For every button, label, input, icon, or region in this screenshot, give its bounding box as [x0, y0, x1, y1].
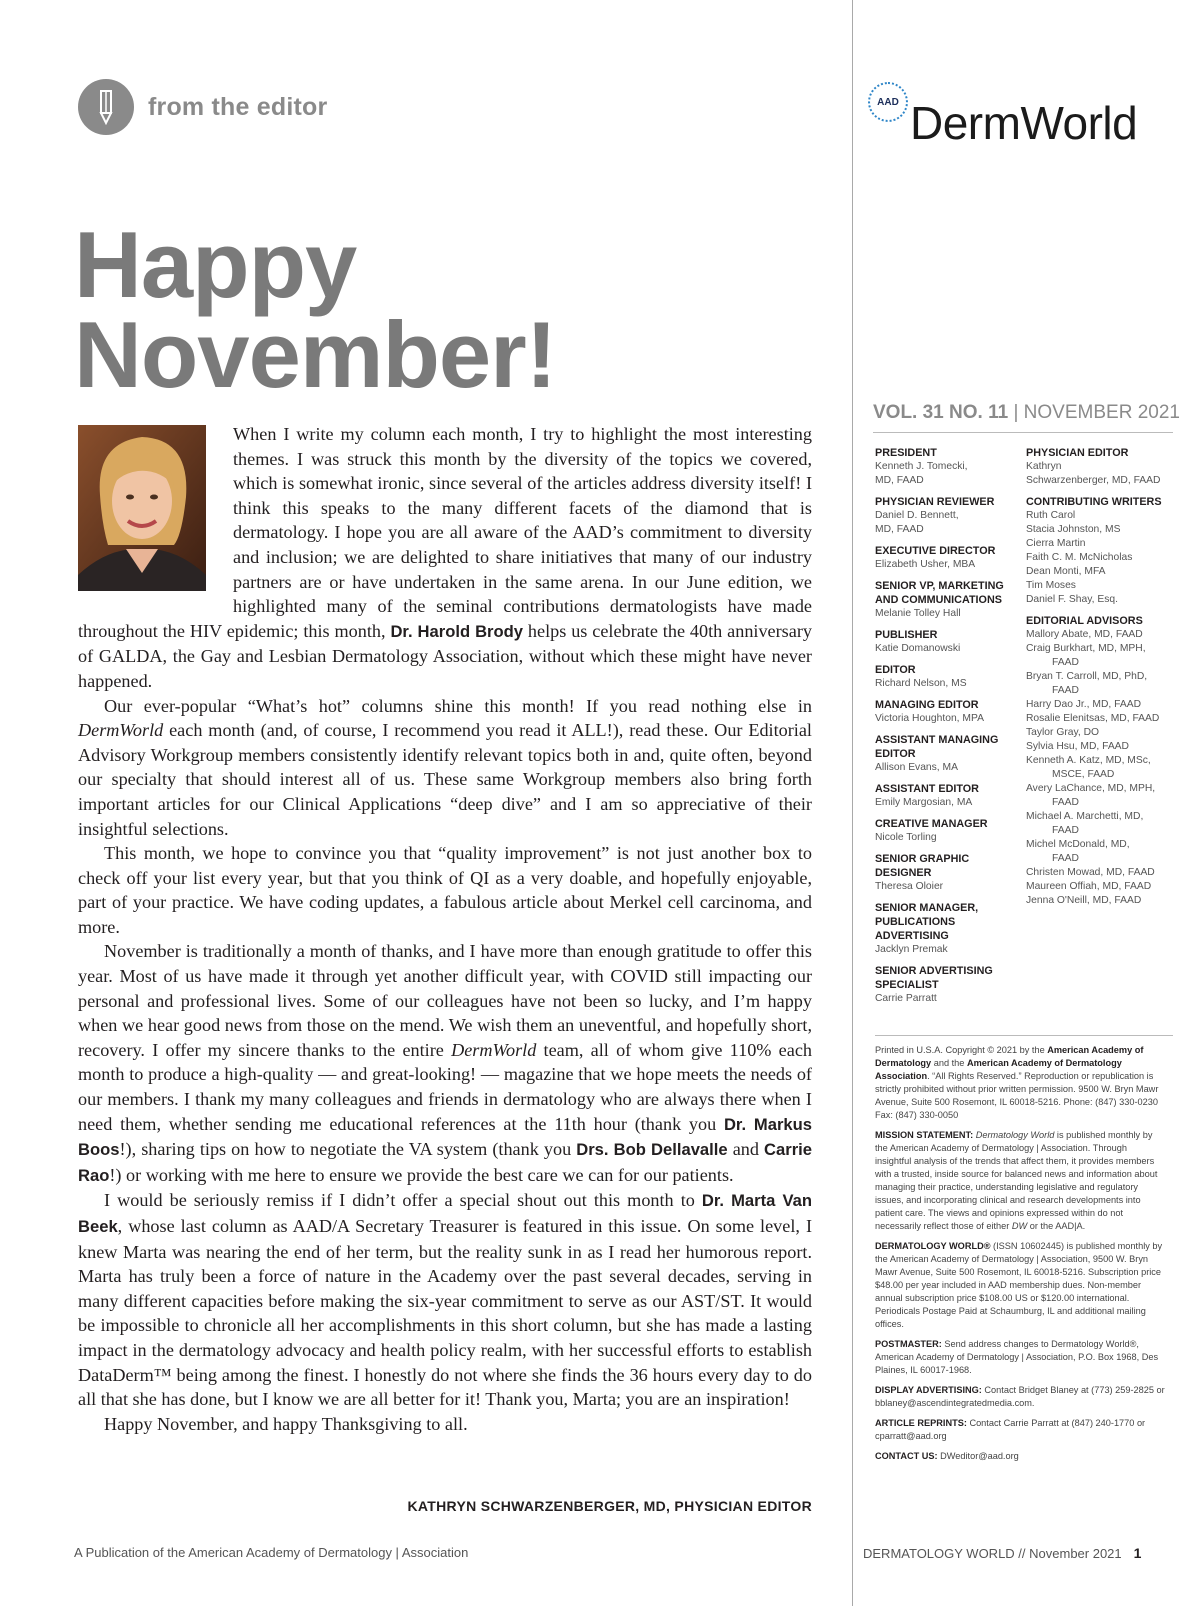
masthead-name: Cierra Martin — [1026, 538, 1086, 549]
masthead-name: Jenna O'Neill, MD, FAAD — [1026, 895, 1142, 906]
masthead-name: FAAD — [1052, 685, 1079, 696]
article-paragraph: This month, we hope to convince you that “quality improvement” is not just another box to check off your list every year, but that you think of QI as a very doable, and hopefully enjoyable, part of your practice. We have coding updates, a fabulous article about Merkel cell carcinoma, and more. — [78, 843, 812, 937]
title-line-2: November! — [74, 302, 557, 407]
masthead-name: Daniel D. Bennett, — [875, 510, 959, 521]
masthead-name: Ruth Carol — [1026, 510, 1076, 521]
article-body — [78, 422, 812, 1436]
masthead-group — [1026, 614, 1176, 908]
masthead-name: Daniel F. Shay, Esq. — [1026, 594, 1118, 605]
contact-info: CONTACT US: DWeditor@aad.org — [875, 1451, 1019, 1461]
masthead-column-left — [875, 446, 1025, 1013]
masthead-group — [875, 964, 1025, 1006]
masthead-group — [875, 852, 1025, 894]
legal-info — [875, 1044, 1165, 1470]
masthead-group — [1026, 446, 1176, 488]
masthead-role: CONTRIBUTING WRITERS — [1026, 496, 1162, 508]
masthead-role: SENIOR GRAPHIC DESIGNER — [875, 853, 970, 879]
publishing-info: DERMATOLOGY WORLD® (ISSN 10602445) is published monthly by the American Academy of Dermatology | Association, 9500 W. Bryn Mawr Avenue, Suite 500 Rosemont, IL 60018-5216. Subscription price $48.00 per year included in AAD membership dues. Non-member annual subscription price $108.00 US or $120.00 international. Periodicals Postage Paid at Schaumburg, IL and additional mailing offices. — [875, 1241, 1163, 1329]
masthead-name: Stacia Johnston, MS — [1026, 524, 1121, 535]
article-paragraph: When I write my column each month, I try to highlight the most interesting themes. I was struck this month by the diversity of the topics we covered, which is somewhat ironic, since several of the articles address diversity itself! I think this speaks to the many different facets of the diamond that is dermatology. I hope you are all aware of the AAD’s commitment to diversity and inclusion; we are delighted to share initiatives that many of our industry partners are or have undertaken in the same arena. In our June edition, we highlighted many of the seminal contributions dermatologists have made throughout the HIV epidemic; this month, Dr. Harold Brody helps us celebrate the 40th anniversary of GALDA, the Gay and Lesbian Dermatology Association, without which these might have never happened. — [78, 424, 812, 691]
masthead-name: MD, FAAD — [875, 475, 924, 486]
masthead-name: Kenneth J. Tomecki, — [875, 461, 968, 472]
masthead-role: PHYSICIAN REVIEWER — [875, 496, 995, 508]
logo-wordmark: DermWorld — [910, 97, 1138, 149]
masthead-name: Elizabeth Usher, MBA — [875, 559, 976, 570]
masthead-group — [875, 901, 1025, 957]
masthead-role: EDITOR — [875, 664, 916, 676]
masthead-role: CREATIVE MANAGER — [875, 818, 988, 830]
masthead-name: Victoria Houghton, MPA — [875, 713, 984, 724]
masthead-name: Maureen Offiah, MD, FAAD — [1026, 881, 1152, 892]
masthead-name: Faith C. M. McNicholas — [1026, 552, 1133, 563]
masthead-name: Kathryn — [1026, 461, 1062, 472]
legal-rule — [875, 1035, 1173, 1036]
masthead-role: ASSISTANT MANAGING EDITOR — [875, 734, 999, 760]
section-header — [78, 79, 327, 135]
footer-folio: DERMATOLOGY WORLD // November 2021 1 — [863, 1545, 1142, 1561]
masthead-name: Nicole Torling — [875, 832, 937, 843]
masthead-group — [1026, 495, 1176, 607]
masthead-name: Richard Nelson, MS — [875, 678, 967, 689]
masthead-rule — [873, 432, 1173, 433]
masthead-role: PRESIDENT — [875, 447, 937, 459]
author-signature: KATHRYN SCHWARZENBERGER, MD, PHYSICIAN EDITOR — [407, 1498, 812, 1514]
section-label: from the editor — [148, 92, 328, 121]
masthead-group — [875, 579, 1025, 621]
masthead-group — [875, 733, 1025, 775]
issue-date: NOVEMBER 2021 — [1023, 402, 1180, 423]
masthead-name: Rosalie Elenitsas, MD, FAAD — [1026, 713, 1160, 724]
masthead-name: Bryan T. Carroll, MD, PhD, — [1026, 671, 1148, 682]
masthead-group — [875, 628, 1025, 656]
masthead-name: Jacklyn Premak — [875, 944, 948, 955]
masthead-group — [875, 495, 1025, 537]
footer-publisher: A Publication of the American Academy of Dermatology | Association — [74, 1545, 469, 1560]
volume-number: VOL. 31 NO. 11 — [873, 402, 1009, 423]
masthead-name: MSCE, FAAD — [1052, 769, 1115, 780]
article-paragraph: November is traditionally a month of thanks, and I have more than enough gratitude to offer this year. Most of us have made it through yet another difficult year, with COVID still impacting our personal and professional lives. Some of our colleagues have not been so lucky, and I’m happy when we hear good news from those on the mend. We wish them an uneventful, and hopefully short, recovery. I offer my sincere thanks to the entire DermWorld team, all of whom give 110% each month to produce a high-quality — and great-looking! — magazine that we hope meets the needs of our members. I thank my many colleagues and friends in dermatology who are always there when I need them, whether sending me educational references at the 11th hour (thank you Dr. Markus Boos!), sharing tips on how to negotiate the VA system (thank you Drs. Bob Dellavalle and Carrie Rao!) or working with me here to ensure we provide the best care we can for our patients. — [78, 941, 813, 1185]
masthead-name: Sylvia Hsu, MD, FAAD — [1026, 741, 1129, 752]
masthead-name: Harry Dao Jr., MD, FAAD — [1026, 699, 1141, 710]
article-paragraph: Our ever-popular “What’s hot” columns shine this month! If you read nothing else in DermWorld each month (and, of course, I recommend you read it ALL!), read these. Our Editorial Advisory Workgroup members consistently identify relevant topics both in and, quite often, beyond our specialty that should interest all of us. These same Workgroup members also bring forth important articles for our Clinical Applications “deep dive” and I am so appreciative of their insightful selections. — [78, 695, 812, 839]
mission-statement: MISSION STATEMENT: Dermatology World is published monthly by the American Academy of Dermatology | Association. Through insightful analysis of the trends that affect them, it provides members with a trusted, inside source for balanced news and information about managing their practice, understanding legislative and regulatory issues, and incorporating clinical and research developments into patient care. The views and opinions expressed within do not necessarily reflect those of either DW or the AAD|A. — [875, 1130, 1158, 1231]
masthead-name: Theresa Oloier — [875, 881, 944, 892]
masthead-role: EDITORIAL ADVISORS — [1026, 615, 1143, 627]
masthead-group — [875, 446, 1025, 488]
masthead-role: ASSISTANT EDITOR — [875, 783, 979, 795]
masthead-name: Mallory Abate, MD, FAAD — [1026, 629, 1143, 640]
display-advertising-info: DISPLAY ADVERTISING: Contact Bridget Blaney at (773) 259-2825 or bblaney@ascendintegratedmedia.com. — [875, 1385, 1165, 1408]
masthead-role: PUBLISHER — [875, 629, 938, 641]
masthead-name: Katie Domanowski — [875, 643, 961, 654]
masthead-role: PHYSICIAN EDITOR — [1026, 447, 1129, 459]
masthead-name: FAAD — [1052, 853, 1079, 864]
page-title — [74, 212, 557, 407]
masthead-group — [875, 663, 1025, 691]
masthead-group — [875, 817, 1025, 845]
dermworld-logo — [868, 82, 1138, 149]
masthead-name: Craig Burkhart, MD, MPH, — [1026, 643, 1146, 654]
masthead-group — [875, 698, 1025, 726]
postmaster-info: POSTMASTER: Send address changes to Dermatology World®, American Academy of Dermatology | Association, P.O. Box 1968, Des Plaines, IL 60017-1968. — [875, 1339, 1159, 1375]
masthead-name: Michel McDonald, MD, — [1026, 839, 1130, 850]
title-line-1: Happy — [74, 212, 357, 317]
masthead-name: MD, FAAD — [875, 524, 924, 535]
masthead-name: Christen Mowad, MD, FAAD — [1026, 867, 1155, 878]
masthead-name: Kenneth A. Katz, MD, MSc, — [1026, 755, 1151, 766]
masthead-role: SENIOR ADVERTISING SPECIALIST — [875, 965, 993, 991]
pencil-icon — [78, 79, 134, 135]
masthead-name: Carrie Parratt — [875, 993, 937, 1004]
masthead-group — [875, 544, 1025, 572]
masthead-name: Schwarzenberger, MD, FAAD — [1026, 475, 1161, 486]
copyright-notice: Printed in U.S.A. Copyright © 2021 by the American Academy of Dermatology and the American Academy of Dermatology Association. “All Rights Reserved.” Reproduction or republication is strictly prohibited without prior written permission. 9500 W. Bryn Mawr Avenue, Suite 500 Rosemont, IL 60018-5216. Phone: (847) 330-0230 Fax: (847) 330-0050 — [875, 1045, 1159, 1120]
article-paragraph: Happy November, and happy Thanksgiving to all. — [104, 1413, 468, 1434]
masthead-name: FAAD — [1052, 657, 1079, 668]
masthead-name: Taylor Gray, DO — [1026, 727, 1100, 738]
masthead-role: SENIOR VP, MARKETING AND COMMUNICATIONS — [875, 580, 1004, 606]
masthead-role: SENIOR MANAGER, PUBLICATIONS ADVERTISING — [875, 902, 979, 942]
masthead-role: MANAGING EDITOR — [875, 699, 979, 711]
masthead-name: Allison Evans, MA — [875, 762, 958, 773]
masthead-column-right — [1026, 446, 1176, 915]
masthead-group — [875, 782, 1025, 810]
column-divider — [852, 0, 853, 1606]
masthead-name: Emily Margosian, MA — [875, 797, 973, 808]
article-reprints-info: ARTICLE REPRINTS: Contact Carrie Parratt at (847) 240-1770 or cparratt@aad.org — [875, 1418, 1146, 1441]
masthead-name: Avery LaChance, MD, MPH, — [1026, 783, 1156, 794]
masthead-name: Dean Monti, MFA — [1026, 566, 1106, 577]
masthead-name: Melanie Tolley Hall — [875, 608, 961, 619]
issue-info: VOL. 31 NO. 11 | NOVEMBER 2021 — [873, 402, 1180, 423]
article-paragraph: I would be seriously remiss if I didn’t offer a special shout out this month to Dr. Marta Van Beek, whose last column as AAD/A Secretary Treasurer is featured in this issue. On some level, I knew Marta was nearing the end of her term, but the reality sunk in as I read her humorous report. Marta has truly been a force of nature in the Academy over the past several decades, serving in many different capacities before making the six-year commitment to serve as our AST/ST. It would be impossible to chronicle all her accomplishments in this short column, but she has made a lasting impact in the dermatology advocacy and health policy realm, with her successful efforts to establish DataDerm™ being among the finest. I honestly do not where she finds the 36 hours every day to do all that she has done, but I know we are all better for it! Thank you, Marta; you are an inspiration! — [78, 1190, 812, 1410]
masthead-name: Michael A. Marchetti, MD, — [1026, 811, 1144, 822]
masthead-role: EXECUTIVE DIRECTOR — [875, 545, 996, 557]
masthead-name: FAAD — [1052, 825, 1079, 836]
page-number: 1 — [1133, 1545, 1142, 1561]
masthead-name: FAAD — [1052, 797, 1079, 808]
aad-seal-icon: AAD — [868, 82, 908, 122]
masthead-name: Tim Moses — [1026, 580, 1076, 591]
